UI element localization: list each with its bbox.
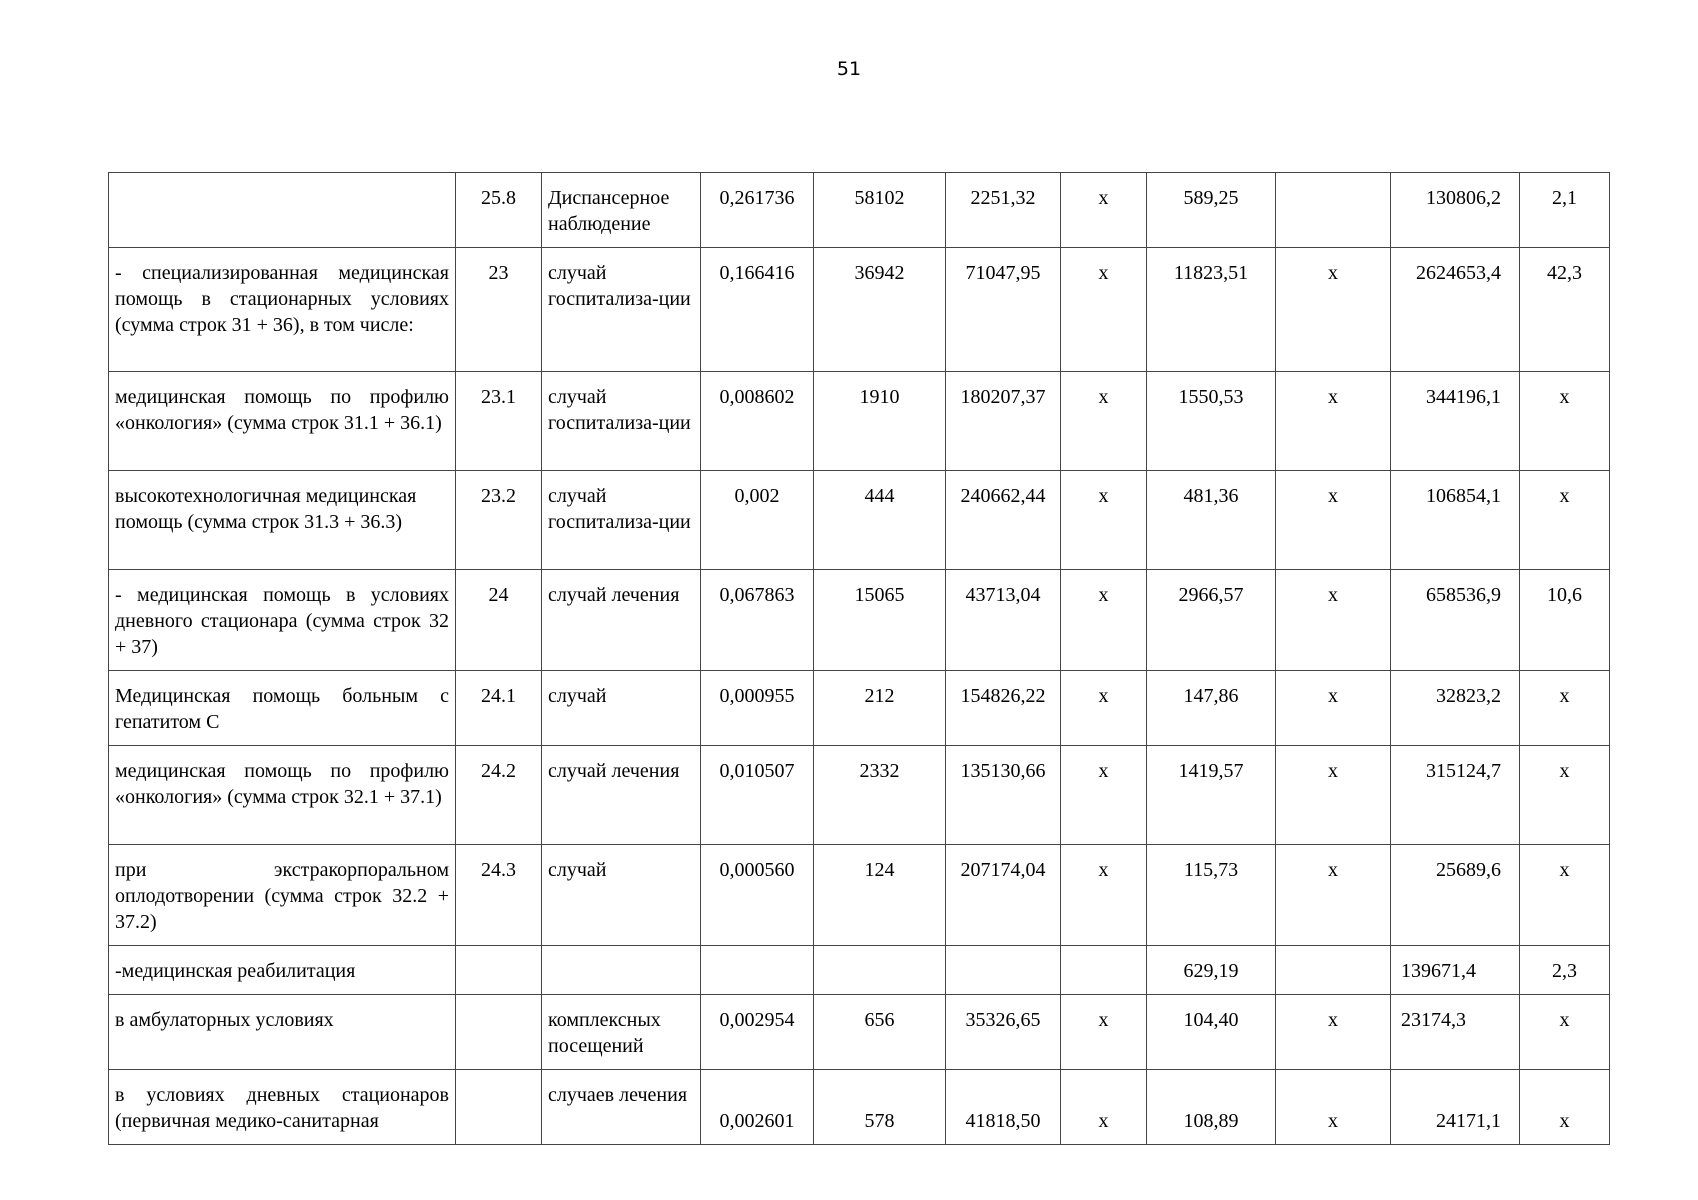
row-v1: 0,067863 bbox=[701, 570, 814, 671]
row-v2: 15065 bbox=[814, 570, 946, 671]
row-v8: х bbox=[1520, 372, 1610, 471]
row-v4: х bbox=[1061, 1070, 1147, 1145]
name-cell-split bbox=[109, 173, 456, 248]
table-row bbox=[109, 471, 1610, 570]
row-v3: 43713,04 bbox=[946, 570, 1061, 671]
row-code: 24 bbox=[456, 570, 542, 671]
row-v4: х bbox=[1061, 570, 1147, 671]
table-row bbox=[109, 372, 1610, 471]
row-unit: случай bbox=[542, 845, 701, 946]
row-v6: х bbox=[1276, 995, 1391, 1070]
row-code bbox=[456, 1070, 542, 1145]
row-v8: 10,6 bbox=[1520, 570, 1610, 671]
table-row bbox=[109, 173, 1610, 248]
row-v8: х bbox=[1520, 471, 1610, 570]
row-v8: х bbox=[1520, 1070, 1610, 1145]
row-v3 bbox=[946, 946, 1061, 995]
row-unit: случай лечения bbox=[542, 570, 701, 671]
row-name: -медицинская реабилитация bbox=[109, 946, 456, 995]
row-unit: случаев лечения bbox=[542, 1070, 701, 1145]
row-name: в условиях дневных стационаров (первичная медико-санитарная bbox=[109, 1070, 456, 1145]
row-unit: случай госпитализа-ции bbox=[542, 471, 701, 570]
table-row bbox=[109, 570, 1610, 671]
row-name: Медицинская помощь больным с гепатитом С bbox=[109, 671, 456, 746]
row-v3: 71047,95 bbox=[946, 248, 1061, 372]
row-v8: 2,1 bbox=[1520, 173, 1610, 248]
row-v7: 24171,1 bbox=[1391, 1070, 1520, 1145]
row-v6: х bbox=[1276, 845, 1391, 946]
row-v4: х bbox=[1061, 746, 1147, 845]
row-v3: 135130,66 bbox=[946, 746, 1061, 845]
row-v2: 1910 bbox=[814, 372, 946, 471]
row-v5: 11823,51 bbox=[1147, 248, 1276, 372]
row-v3: 41818,50 bbox=[946, 1070, 1061, 1145]
table-row bbox=[109, 248, 1610, 372]
row-v1: 0,008602 bbox=[701, 372, 814, 471]
row-v1: 0,000955 bbox=[701, 671, 814, 746]
row-v2: 578 bbox=[814, 1070, 946, 1145]
row-v4: х bbox=[1061, 671, 1147, 746]
row-v1: 0,166416 bbox=[701, 248, 814, 372]
row-v8: х bbox=[1520, 671, 1610, 746]
row-v7: 32823,2 bbox=[1391, 671, 1520, 746]
row-v2 bbox=[814, 946, 946, 995]
row-v4: х bbox=[1061, 471, 1147, 570]
row-code: 25.8 bbox=[456, 173, 542, 248]
row-v1 bbox=[701, 946, 814, 995]
row-v4 bbox=[1061, 946, 1147, 995]
row-v1: 0,002 bbox=[701, 471, 814, 570]
row-unit: случай лечения bbox=[542, 746, 701, 845]
row-v4: х bbox=[1061, 995, 1147, 1070]
row-v5: 1419,57 bbox=[1147, 746, 1276, 845]
row-name: медицинская помощь по профилю «онкология» (сумма строк 31.1 + 36.1) bbox=[109, 372, 456, 471]
table-row bbox=[109, 746, 1610, 845]
row-v5: 2966,57 bbox=[1147, 570, 1276, 671]
row-v6: х bbox=[1276, 746, 1391, 845]
row-v7: 106854,1 bbox=[1391, 471, 1520, 570]
table-row bbox=[109, 1070, 1610, 1145]
row-v1: 0,000560 bbox=[701, 845, 814, 946]
row-unit: случай bbox=[542, 671, 701, 746]
row-code: 24.2 bbox=[456, 746, 542, 845]
row-v6: х bbox=[1276, 248, 1391, 372]
row-v8: 42,3 bbox=[1520, 248, 1610, 372]
row-v8: х bbox=[1520, 845, 1610, 946]
row-name: в амбулаторных условиях bbox=[109, 995, 456, 1070]
row-v6: х bbox=[1276, 570, 1391, 671]
row-v6 bbox=[1276, 173, 1391, 248]
row-v2: 124 bbox=[814, 845, 946, 946]
page-number: 51 bbox=[836, 58, 862, 80]
row-v7: 23174,3 bbox=[1391, 995, 1520, 1070]
row-unit: случай госпитализа-ции bbox=[542, 248, 701, 372]
row-code bbox=[456, 946, 542, 995]
row-unit: случай госпитализа-ции bbox=[542, 372, 701, 471]
row-unit bbox=[542, 946, 701, 995]
row-v2: 212 bbox=[814, 671, 946, 746]
row-v7: 2624653,4 bbox=[1391, 248, 1520, 372]
row-code: 23.2 bbox=[456, 471, 542, 570]
row-v8: х bbox=[1520, 746, 1610, 845]
row-v7: 139671,4 bbox=[1391, 946, 1520, 995]
row-v1: 0,002954 bbox=[701, 995, 814, 1070]
row-v7: 344196,1 bbox=[1391, 372, 1520, 471]
row-v5: 1550,53 bbox=[1147, 372, 1276, 471]
row-v5: 147,86 bbox=[1147, 671, 1276, 746]
row-v5: 108,89 bbox=[1147, 1070, 1276, 1145]
row-v2: 656 bbox=[814, 995, 946, 1070]
row-v3: 35326,65 bbox=[946, 995, 1061, 1070]
row-v2: 2332 bbox=[814, 746, 946, 845]
row-v6: х bbox=[1276, 471, 1391, 570]
row-v6: х bbox=[1276, 372, 1391, 471]
row-v6 bbox=[1276, 946, 1391, 995]
row-v5: 115,73 bbox=[1147, 845, 1276, 946]
row-name: при экстракорпоральном оплодотворении (сумма строк 32.2 + 37.2) bbox=[109, 845, 456, 946]
table-row bbox=[109, 671, 1610, 746]
row-unit: комплексных посещений bbox=[542, 995, 701, 1070]
row-v8: 2,3 bbox=[1520, 946, 1610, 995]
row-name: - медицинская помощь в условиях дневного стационара (сумма строк 32 + 37) bbox=[109, 570, 456, 671]
row-v1: 0,010507 bbox=[701, 746, 814, 845]
row-v1: 0,261736 bbox=[701, 173, 814, 248]
row-v7: 315124,7 bbox=[1391, 746, 1520, 845]
row-name: - специализированная медицинская помощь в стационарных условиях (сумма строк 31 + 36), в том числе: bbox=[109, 248, 456, 372]
data-table bbox=[108, 172, 1610, 1145]
row-v2: 58102 bbox=[814, 173, 946, 248]
row-v2: 444 bbox=[814, 471, 946, 570]
row-code: 24.1 bbox=[456, 671, 542, 746]
row-v8: х bbox=[1520, 995, 1610, 1070]
row-v4: х bbox=[1061, 248, 1147, 372]
row-code: 23 bbox=[456, 248, 542, 372]
table-row bbox=[109, 845, 1610, 946]
row-code: 24.3 bbox=[456, 845, 542, 946]
row-v5: 104,40 bbox=[1147, 995, 1276, 1070]
table-row bbox=[109, 995, 1610, 1070]
row-v1: 0,002601 bbox=[701, 1070, 814, 1145]
row-v7: 25689,6 bbox=[1391, 845, 1520, 946]
row-v3: 2251,32 bbox=[946, 173, 1061, 248]
row-name: высокотехнологичная медицинская помощь (сумма строк 31.3 + 36.3) bbox=[109, 471, 456, 570]
row-v4: х bbox=[1061, 173, 1147, 248]
row-code bbox=[456, 995, 542, 1070]
row-v3: 180207,37 bbox=[946, 372, 1061, 471]
row-v6: х bbox=[1276, 671, 1391, 746]
row-v3: 207174,04 bbox=[946, 845, 1061, 946]
row-v6: х bbox=[1276, 1070, 1391, 1145]
row-v5: 589,25 bbox=[1147, 173, 1276, 248]
table-row bbox=[109, 946, 1610, 995]
row-v4: х bbox=[1061, 372, 1147, 471]
row-unit: Диспансерное наблюдение bbox=[542, 173, 701, 248]
row-v3: 154826,22 bbox=[946, 671, 1061, 746]
row-v7: 658536,9 bbox=[1391, 570, 1520, 671]
row-name: медицинская помощь по профилю «онкология» (сумма строк 32.1 + 37.1) bbox=[109, 746, 456, 845]
row-v2: 36942 bbox=[814, 248, 946, 372]
row-v7: 130806,2 bbox=[1391, 173, 1520, 248]
row-v5: 481,36 bbox=[1147, 471, 1276, 570]
row-v3: 240662,44 bbox=[946, 471, 1061, 570]
row-v4: х bbox=[1061, 845, 1147, 946]
row-code: 23.1 bbox=[456, 372, 542, 471]
row-v5: 629,19 bbox=[1147, 946, 1276, 995]
